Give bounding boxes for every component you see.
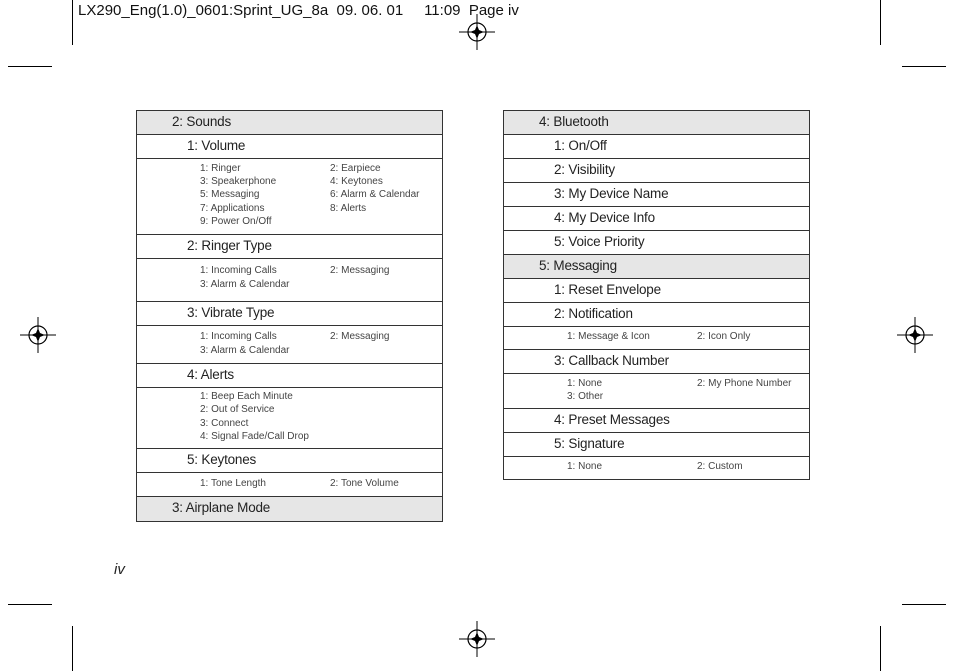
menu-row-signature <box>504 433 809 457</box>
menu-row-callback-number <box>504 350 809 374</box>
page-number: iv <box>114 561 125 578</box>
crop-mark <box>72 626 73 671</box>
menu-label: 2: Ringer Type <box>187 238 272 253</box>
volume-options <box>137 159 442 235</box>
sounds-menu-table <box>136 110 443 522</box>
option-item: 2: My Phone Number <box>697 378 792 389</box>
menu-row-my-device-name <box>504 183 809 207</box>
menu-row-vibrate-type <box>137 302 442 326</box>
ringer-type-options <box>137 259 442 302</box>
option-item: 2: Messaging <box>330 331 390 342</box>
option-item: 1: Ringer <box>200 163 241 174</box>
alerts-options <box>137 388 442 449</box>
registration-mark-icon <box>459 621 495 657</box>
option-item: 3: Connect <box>200 418 249 429</box>
menu-row-ringer-type <box>137 235 442 259</box>
crop-mark <box>72 0 73 45</box>
option-item: 3: Speakerphone <box>200 176 277 187</box>
menu-row-on-off <box>504 135 809 159</box>
option-item: 6: Alarm & Calendar <box>330 189 420 200</box>
option-item: 4: Keytones <box>330 176 383 187</box>
option-item: 1: None <box>567 378 603 389</box>
menu-row-reset-envelope <box>504 279 809 303</box>
menu-row-keytones <box>137 449 442 473</box>
print-slug: LX290_Eng(1.0)_0601:Sprint_UG_8a 09. 06. 01 11:09 Page iv <box>78 2 519 19</box>
option-item: 3: Other <box>567 391 604 402</box>
menu-label: 5: Voice Priority <box>554 234 645 249</box>
option-item: 2: Messaging <box>330 265 390 276</box>
menu-label: 3: Callback Number <box>554 353 669 368</box>
registration-mark-icon <box>20 317 56 353</box>
menu-label: 4: Bluetooth <box>539 114 609 129</box>
registration-mark-icon <box>897 317 933 353</box>
menu-row-preset-messages <box>504 409 809 433</box>
menu-row-sounds <box>137 111 442 135</box>
menu-row-airplane-mode <box>137 497 442 521</box>
menu-label: 2: Notification <box>554 306 633 321</box>
registration-mark-icon <box>459 14 495 50</box>
vibrate-type-options <box>137 326 442 364</box>
notification-options <box>504 327 809 350</box>
menu-label: 2: Sounds <box>172 114 231 129</box>
menu-row-notification <box>504 303 809 327</box>
crop-mark <box>902 66 946 67</box>
option-item: 1: Incoming Calls <box>200 331 277 342</box>
option-item: 2: Tone Volume <box>330 478 399 489</box>
menu-label: 4: My Device Info <box>554 210 655 225</box>
crop-mark <box>902 604 946 605</box>
option-item: 1: Message & Icon <box>567 331 650 342</box>
option-item: 1: Incoming Calls <box>200 265 277 276</box>
menu-label: 3: My Device Name <box>554 186 669 201</box>
callback-number-options <box>504 374 809 409</box>
option-item: 3: Alarm & Calendar <box>200 345 290 356</box>
menu-label: 1: On/Off <box>554 138 607 153</box>
menu-label: 4: Alerts <box>187 367 234 382</box>
menu-row-my-device-info <box>504 207 809 231</box>
option-item: 2: Custom <box>697 461 743 472</box>
option-item: 1: None <box>567 461 603 472</box>
crop-mark <box>8 604 52 605</box>
menu-label: 1: Volume <box>187 138 246 153</box>
option-item: 7: Applications <box>200 203 265 214</box>
menu-row-messaging <box>504 255 809 279</box>
menu-label: 4: Preset Messages <box>554 412 670 427</box>
option-item: 8: Alerts <box>330 203 367 214</box>
menu-label: 3: Airplane Mode <box>172 500 271 515</box>
menu-label: 2: Visibility <box>554 162 615 177</box>
menu-label: 5: Keytones <box>187 452 257 467</box>
signature-options <box>504 457 809 479</box>
option-item: 2: Icon Only <box>697 331 751 342</box>
option-item: 9: Power On/Off <box>200 216 272 227</box>
menu-row-volume <box>137 135 442 159</box>
menu-row-alerts <box>137 364 442 388</box>
option-item: 4: Signal Fade/Call Drop <box>200 431 309 442</box>
crop-mark <box>8 66 52 67</box>
menu-row-visibility <box>504 159 809 183</box>
option-item: 3: Alarm & Calendar <box>200 279 290 290</box>
bluetooth-messaging-menu-table <box>503 110 810 480</box>
option-item: 1: Beep Each Minute <box>200 391 293 402</box>
menu-label: 5: Signature <box>554 436 625 451</box>
option-item: 2: Out of Service <box>200 404 275 415</box>
menu-label: 3: Vibrate Type <box>187 305 275 320</box>
keytones-options <box>137 473 442 497</box>
crop-mark <box>880 0 881 45</box>
option-item: 2: Earpiece <box>330 163 381 174</box>
menu-label: 1: Reset Envelope <box>554 282 661 297</box>
menu-label: 5: Messaging <box>539 258 617 273</box>
option-item: 1: Tone Length <box>200 478 266 489</box>
menu-row-voice-priority <box>504 231 809 255</box>
menu-row-bluetooth <box>504 111 809 135</box>
crop-mark <box>880 626 881 671</box>
option-item: 5: Messaging <box>200 189 260 200</box>
